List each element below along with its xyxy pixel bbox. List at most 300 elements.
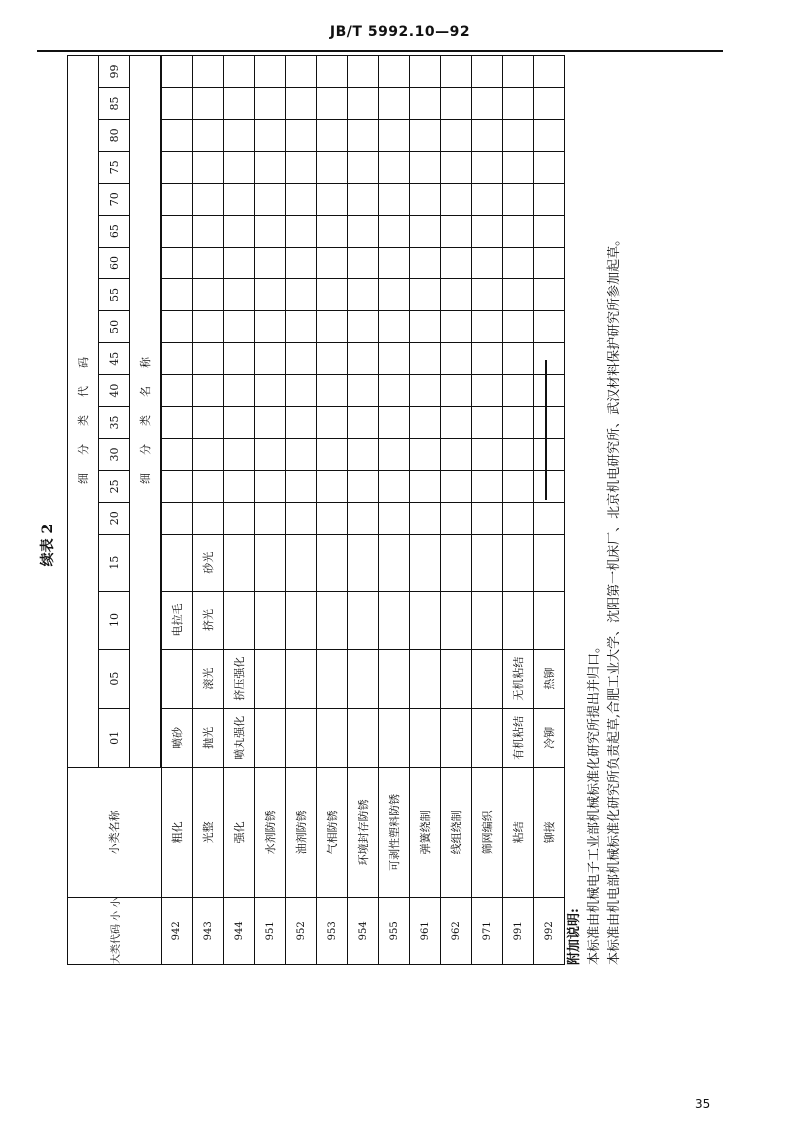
row-cell-empty xyxy=(379,343,410,375)
row-cell-c15 xyxy=(472,534,503,591)
row-cell-empty xyxy=(317,311,348,343)
row-cell-empty xyxy=(503,183,534,215)
row-cell-empty xyxy=(503,311,534,343)
row-cell-empty xyxy=(472,56,503,88)
row-cell-empty xyxy=(317,119,348,151)
row-cell-empty xyxy=(441,502,472,534)
row-cell-empty xyxy=(255,502,286,534)
row-cell-empty xyxy=(161,470,193,502)
row-cell-empty xyxy=(503,470,534,502)
row-cell-c05 xyxy=(441,649,472,708)
row-cell-c15 xyxy=(348,534,379,591)
row-code: 955 xyxy=(379,897,410,964)
name-column-header: 小类名称 xyxy=(68,768,162,898)
row-cell-empty xyxy=(161,183,193,215)
row-cell-empty xyxy=(472,247,503,279)
row-cell-c10: 挤光 xyxy=(193,591,224,649)
row-cell-empty xyxy=(534,215,565,247)
code-30: 30 xyxy=(99,438,130,470)
row-cell-empty xyxy=(441,151,472,183)
row-cell-empty xyxy=(348,183,379,215)
row-cell-empty xyxy=(379,311,410,343)
row-name: 环境封存防锈 xyxy=(348,768,379,898)
row-cell-c15 xyxy=(379,534,410,591)
row-cell-empty xyxy=(224,56,255,88)
row-name: 光整 xyxy=(193,768,224,898)
row-cell-empty xyxy=(503,56,534,88)
row-cell-empty xyxy=(441,88,472,120)
row-cell-empty xyxy=(472,279,503,311)
row-cell-empty xyxy=(379,375,410,407)
row-cell-empty xyxy=(472,375,503,407)
row-cell-empty xyxy=(317,375,348,407)
row-cell-empty xyxy=(534,470,565,502)
row-cell-empty xyxy=(317,183,348,215)
row-code: 951 xyxy=(255,897,286,964)
row-cell-empty xyxy=(410,343,441,375)
row-cell-empty xyxy=(503,247,534,279)
row-cell-c01 xyxy=(255,708,286,767)
table-row xyxy=(534,56,565,965)
row-cell-c10 xyxy=(224,591,255,649)
row-cell-c10: 电拉毛 xyxy=(161,591,193,649)
row-cell-empty xyxy=(317,279,348,311)
row-cell-empty xyxy=(503,375,534,407)
row-cell-c05 xyxy=(286,649,317,708)
row-cell-empty xyxy=(255,438,286,470)
row-cell-empty xyxy=(534,279,565,311)
row-cell-empty xyxy=(317,407,348,439)
code-15: 15 xyxy=(99,534,130,591)
code-60: 60 xyxy=(99,247,130,279)
row-cell-empty xyxy=(410,183,441,215)
table-row xyxy=(224,56,255,965)
row-cell-c05: 无机粘结 xyxy=(503,649,534,708)
row-cell-empty xyxy=(161,311,193,343)
row-cell-empty xyxy=(193,56,224,88)
row-cell-empty xyxy=(224,438,255,470)
row-cell-empty xyxy=(410,311,441,343)
row-cell-c15 xyxy=(503,534,534,591)
row-cell-empty xyxy=(193,438,224,470)
row-cell-empty xyxy=(410,88,441,120)
row-cell-empty xyxy=(441,183,472,215)
row-cell-empty xyxy=(255,151,286,183)
row-cell-empty xyxy=(193,151,224,183)
row-cell-empty xyxy=(534,88,565,120)
table-caption: 续表 2 xyxy=(40,523,56,567)
row-cell-empty xyxy=(348,119,379,151)
row-cell-empty xyxy=(379,88,410,120)
row-cell-empty xyxy=(441,215,472,247)
row-cell-empty xyxy=(317,151,348,183)
table-row xyxy=(286,56,317,965)
group-code-header: 细分类代码 xyxy=(68,56,99,768)
row-name: 油剂防锈 xyxy=(286,768,317,898)
row-cell-empty xyxy=(255,279,286,311)
row-cell-empty xyxy=(534,247,565,279)
row-cell-empty xyxy=(379,151,410,183)
additional-notes xyxy=(565,233,625,965)
notes-line-1: 本标准由机械电子工业部机械标准化研究所提出并归口。 xyxy=(587,639,602,965)
row-cell-empty xyxy=(193,470,224,502)
row-cell-c01 xyxy=(441,708,472,767)
table-row xyxy=(503,56,534,965)
row-cell-c10 xyxy=(286,591,317,649)
row-cell-empty xyxy=(472,438,503,470)
row-cell-empty xyxy=(255,470,286,502)
row-cell-empty xyxy=(348,502,379,534)
row-cell-c01 xyxy=(286,708,317,767)
row-cell-empty xyxy=(286,343,317,375)
table-row xyxy=(348,56,379,965)
row-cell-empty xyxy=(161,247,193,279)
row-cell-empty xyxy=(534,407,565,439)
row-code: 992 xyxy=(534,897,565,964)
table-row xyxy=(317,56,348,965)
row-cell-empty xyxy=(193,343,224,375)
row-cell-empty xyxy=(224,88,255,120)
row-cell-c10 xyxy=(379,591,410,649)
table-row xyxy=(472,56,503,965)
table-row xyxy=(410,56,441,965)
row-cell-empty xyxy=(410,407,441,439)
row-cell-empty xyxy=(348,247,379,279)
row-cell-empty xyxy=(255,215,286,247)
row-cell-empty xyxy=(286,215,317,247)
row-cell-empty xyxy=(317,215,348,247)
row-cell-c10 xyxy=(503,591,534,649)
code-70: 70 xyxy=(99,183,130,215)
row-cell-c10 xyxy=(472,591,503,649)
row-cell-empty xyxy=(255,247,286,279)
row-cell-empty xyxy=(379,279,410,311)
row-cell-empty xyxy=(534,151,565,183)
row-cell-c10 xyxy=(534,591,565,649)
row-cell-empty xyxy=(348,56,379,88)
row-cell-c05 xyxy=(255,649,286,708)
code-25: 25 xyxy=(99,470,130,502)
row-cell-empty xyxy=(255,183,286,215)
row-cell-empty xyxy=(255,375,286,407)
row-cell-empty xyxy=(193,375,224,407)
row-cell-c01 xyxy=(379,708,410,767)
header-row-group xyxy=(68,56,99,965)
row-cell-empty xyxy=(161,375,193,407)
row-cell-empty xyxy=(379,247,410,279)
row-cell-empty xyxy=(348,343,379,375)
row-cell-empty xyxy=(224,470,255,502)
notes-title: 附加说明: xyxy=(567,908,582,965)
code-50: 50 xyxy=(99,311,130,343)
row-cell-empty xyxy=(348,151,379,183)
row-cell-empty xyxy=(348,88,379,120)
row-cell-c05 xyxy=(410,649,441,708)
row-cell-empty xyxy=(255,56,286,88)
row-code: 962 xyxy=(441,897,472,964)
row-cell-empty xyxy=(255,119,286,151)
row-cell-c01 xyxy=(410,708,441,767)
rotated-content xyxy=(25,55,725,1035)
row-cell-c10 xyxy=(255,591,286,649)
row-cell-empty xyxy=(503,502,534,534)
row-cell-empty xyxy=(193,247,224,279)
row-cell-empty xyxy=(472,151,503,183)
row-cell-empty xyxy=(161,88,193,120)
row-cell-empty xyxy=(317,343,348,375)
row-cell-empty xyxy=(224,502,255,534)
row-cell-empty xyxy=(348,407,379,439)
code-85: 85 xyxy=(99,88,130,120)
row-cell-empty xyxy=(472,311,503,343)
row-cell-empty xyxy=(224,151,255,183)
row-cell-empty xyxy=(286,56,317,88)
row-cell-empty xyxy=(224,407,255,439)
row-cell-empty xyxy=(534,56,565,88)
row-cell-empty xyxy=(286,247,317,279)
row-cell-c05: 热铆 xyxy=(534,649,565,708)
row-cell-empty xyxy=(379,502,410,534)
row-name: 线组绕制 xyxy=(441,768,472,898)
row-cell-c01 xyxy=(317,708,348,767)
row-name: 铆接 xyxy=(534,768,565,898)
row-cell-empty xyxy=(472,215,503,247)
row-cell-empty xyxy=(379,407,410,439)
table-row xyxy=(193,56,224,965)
row-cell-c15 xyxy=(255,534,286,591)
row-cell-empty xyxy=(348,279,379,311)
row-cell-empty xyxy=(410,151,441,183)
row-cell-empty xyxy=(441,311,472,343)
code-20: 20 xyxy=(99,502,130,534)
row-cell-empty xyxy=(255,407,286,439)
table-row xyxy=(441,56,472,965)
row-cell-empty xyxy=(193,279,224,311)
row-cell-empty xyxy=(317,56,348,88)
row-cell-c15 xyxy=(161,534,193,591)
row-cell-c15 xyxy=(534,534,565,591)
row-cell-empty xyxy=(161,407,193,439)
row-code: 942 xyxy=(161,897,193,964)
row-cell-empty xyxy=(503,438,534,470)
row-cell-empty xyxy=(472,119,503,151)
row-cell-empty xyxy=(441,343,472,375)
row-cell-empty xyxy=(255,88,286,120)
row-cell-c10 xyxy=(348,591,379,649)
row-cell-empty xyxy=(317,88,348,120)
row-cell-c15 xyxy=(317,534,348,591)
row-cell-empty xyxy=(161,151,193,183)
row-cell-empty xyxy=(534,438,565,470)
row-cell-c01: 喷丸强化 xyxy=(224,708,255,767)
header-rule xyxy=(37,50,723,52)
row-cell-empty xyxy=(472,88,503,120)
row-cell-c05 xyxy=(161,649,193,708)
row-cell-c15 xyxy=(224,534,255,591)
row-cell-c05 xyxy=(472,649,503,708)
row-cell-c10 xyxy=(317,591,348,649)
table-end-rule xyxy=(545,360,547,500)
row-cell-empty xyxy=(286,88,317,120)
row-cell-empty xyxy=(161,56,193,88)
row-cell-empty xyxy=(348,470,379,502)
row-cell-empty xyxy=(410,56,441,88)
row-cell-empty xyxy=(534,502,565,534)
row-cell-empty xyxy=(534,343,565,375)
row-cell-empty xyxy=(317,438,348,470)
standard-number: JB/T 5992.10—92 xyxy=(329,24,471,40)
row-cell-empty xyxy=(286,375,317,407)
row-cell-empty xyxy=(193,119,224,151)
row-cell-empty xyxy=(161,119,193,151)
row-cell-c01: 有机粘结 xyxy=(503,708,534,767)
row-cell-empty xyxy=(441,56,472,88)
row-code: 952 xyxy=(286,897,317,964)
row-cell-c05 xyxy=(348,649,379,708)
row-name: 粘结 xyxy=(503,768,534,898)
row-cell-empty xyxy=(534,375,565,407)
row-code: 943 xyxy=(193,897,224,964)
row-cell-empty xyxy=(379,183,410,215)
corner-header: 大类代码 小 小 xyxy=(68,897,162,964)
row-cell-empty xyxy=(224,247,255,279)
row-cell-c15: 砂光 xyxy=(193,534,224,591)
table-row xyxy=(161,56,193,965)
code-75: 75 xyxy=(99,151,130,183)
row-cell-empty xyxy=(161,502,193,534)
table-row xyxy=(379,56,410,965)
row-cell-empty xyxy=(441,247,472,279)
row-cell-empty xyxy=(224,279,255,311)
row-name: 强化 xyxy=(224,768,255,898)
row-cell-empty xyxy=(410,375,441,407)
code-65: 65 xyxy=(99,215,130,247)
row-cell-empty xyxy=(503,279,534,311)
row-cell-empty xyxy=(534,311,565,343)
row-cell-empty xyxy=(286,183,317,215)
row-cell-empty xyxy=(441,407,472,439)
row-cell-empty xyxy=(534,119,565,151)
row-cell-empty xyxy=(286,119,317,151)
code-05: 05 xyxy=(99,649,130,708)
row-cell-empty xyxy=(224,343,255,375)
code-35: 35 xyxy=(99,407,130,439)
row-cell-empty xyxy=(255,311,286,343)
row-code: 971 xyxy=(472,897,503,964)
row-cell-empty xyxy=(503,88,534,120)
row-cell-empty xyxy=(255,343,286,375)
table-row xyxy=(255,56,286,965)
row-code: 944 xyxy=(224,897,255,964)
code-10: 10 xyxy=(99,591,130,649)
row-cell-c15 xyxy=(441,534,472,591)
classification-table-wrapper xyxy=(67,55,565,965)
row-cell-empty xyxy=(441,375,472,407)
row-name: 粗化 xyxy=(161,768,193,898)
row-cell-empty xyxy=(441,438,472,470)
row-cell-c05 xyxy=(317,649,348,708)
row-cell-empty xyxy=(348,375,379,407)
row-cell-c10 xyxy=(441,591,472,649)
row-cell-empty xyxy=(193,502,224,534)
row-name: 筛网编织 xyxy=(472,768,503,898)
row-cell-empty xyxy=(317,470,348,502)
row-cell-c05 xyxy=(379,649,410,708)
row-cell-empty xyxy=(161,438,193,470)
row-cell-empty xyxy=(317,247,348,279)
row-cell-empty xyxy=(410,215,441,247)
row-cell-empty xyxy=(317,502,348,534)
row-cell-c01 xyxy=(472,708,503,767)
row-cell-empty xyxy=(286,151,317,183)
row-cell-empty xyxy=(161,343,193,375)
notes-line-2: 本标准由机电部机械标准化研究所负责起草,合肥工业大学、沈阳第一机床厂、北京机电研究所、武汉材料保护研究所参加起草。 xyxy=(607,232,622,965)
names-subheader: 细分类名称 xyxy=(130,56,162,768)
row-cell-c10 xyxy=(410,591,441,649)
row-cell-c01: 喷砂 xyxy=(161,708,193,767)
code-45: 45 xyxy=(99,343,130,375)
row-cell-empty xyxy=(410,470,441,502)
row-cell-empty xyxy=(441,119,472,151)
row-name: 水剂防锈 xyxy=(255,768,286,898)
row-cell-empty xyxy=(379,470,410,502)
row-cell-empty xyxy=(379,215,410,247)
row-cell-c01: 抛光 xyxy=(193,708,224,767)
row-cell-empty xyxy=(286,438,317,470)
code-99: 99 xyxy=(99,56,130,88)
row-cell-empty xyxy=(224,183,255,215)
row-code: 954 xyxy=(348,897,379,964)
row-cell-empty xyxy=(224,375,255,407)
row-code: 953 xyxy=(317,897,348,964)
row-cell-empty xyxy=(534,183,565,215)
row-cell-empty xyxy=(472,183,503,215)
page-number: 35 xyxy=(695,1097,711,1111)
row-cell-empty xyxy=(379,438,410,470)
row-cell-empty xyxy=(472,470,503,502)
row-cell-c05: 挤压强化 xyxy=(224,649,255,708)
row-cell-empty xyxy=(348,215,379,247)
row-cell-empty xyxy=(286,279,317,311)
row-cell-c15 xyxy=(410,534,441,591)
row-cell-empty xyxy=(193,88,224,120)
row-cell-empty xyxy=(503,151,534,183)
row-cell-empty xyxy=(410,119,441,151)
row-name: 弹簧绕制 xyxy=(410,768,441,898)
row-cell-empty xyxy=(379,56,410,88)
row-cell-empty xyxy=(410,247,441,279)
row-name: 气相防锈 xyxy=(317,768,348,898)
row-cell-empty xyxy=(193,183,224,215)
row-cell-empty xyxy=(224,311,255,343)
row-cell-empty xyxy=(286,311,317,343)
row-cell-empty xyxy=(161,215,193,247)
row-cell-empty xyxy=(410,279,441,311)
code-01: 01 xyxy=(99,708,130,767)
row-cell-empty xyxy=(348,438,379,470)
classification-table xyxy=(67,55,565,965)
row-cell-empty xyxy=(503,119,534,151)
code-55: 55 xyxy=(99,279,130,311)
row-cell-empty xyxy=(441,470,472,502)
row-cell-empty xyxy=(379,119,410,151)
row-cell-empty xyxy=(472,502,503,534)
row-cell-empty xyxy=(193,407,224,439)
row-cell-empty xyxy=(472,407,503,439)
row-cell-empty xyxy=(503,215,534,247)
row-cell-empty xyxy=(410,502,441,534)
row-cell-c15 xyxy=(286,534,317,591)
